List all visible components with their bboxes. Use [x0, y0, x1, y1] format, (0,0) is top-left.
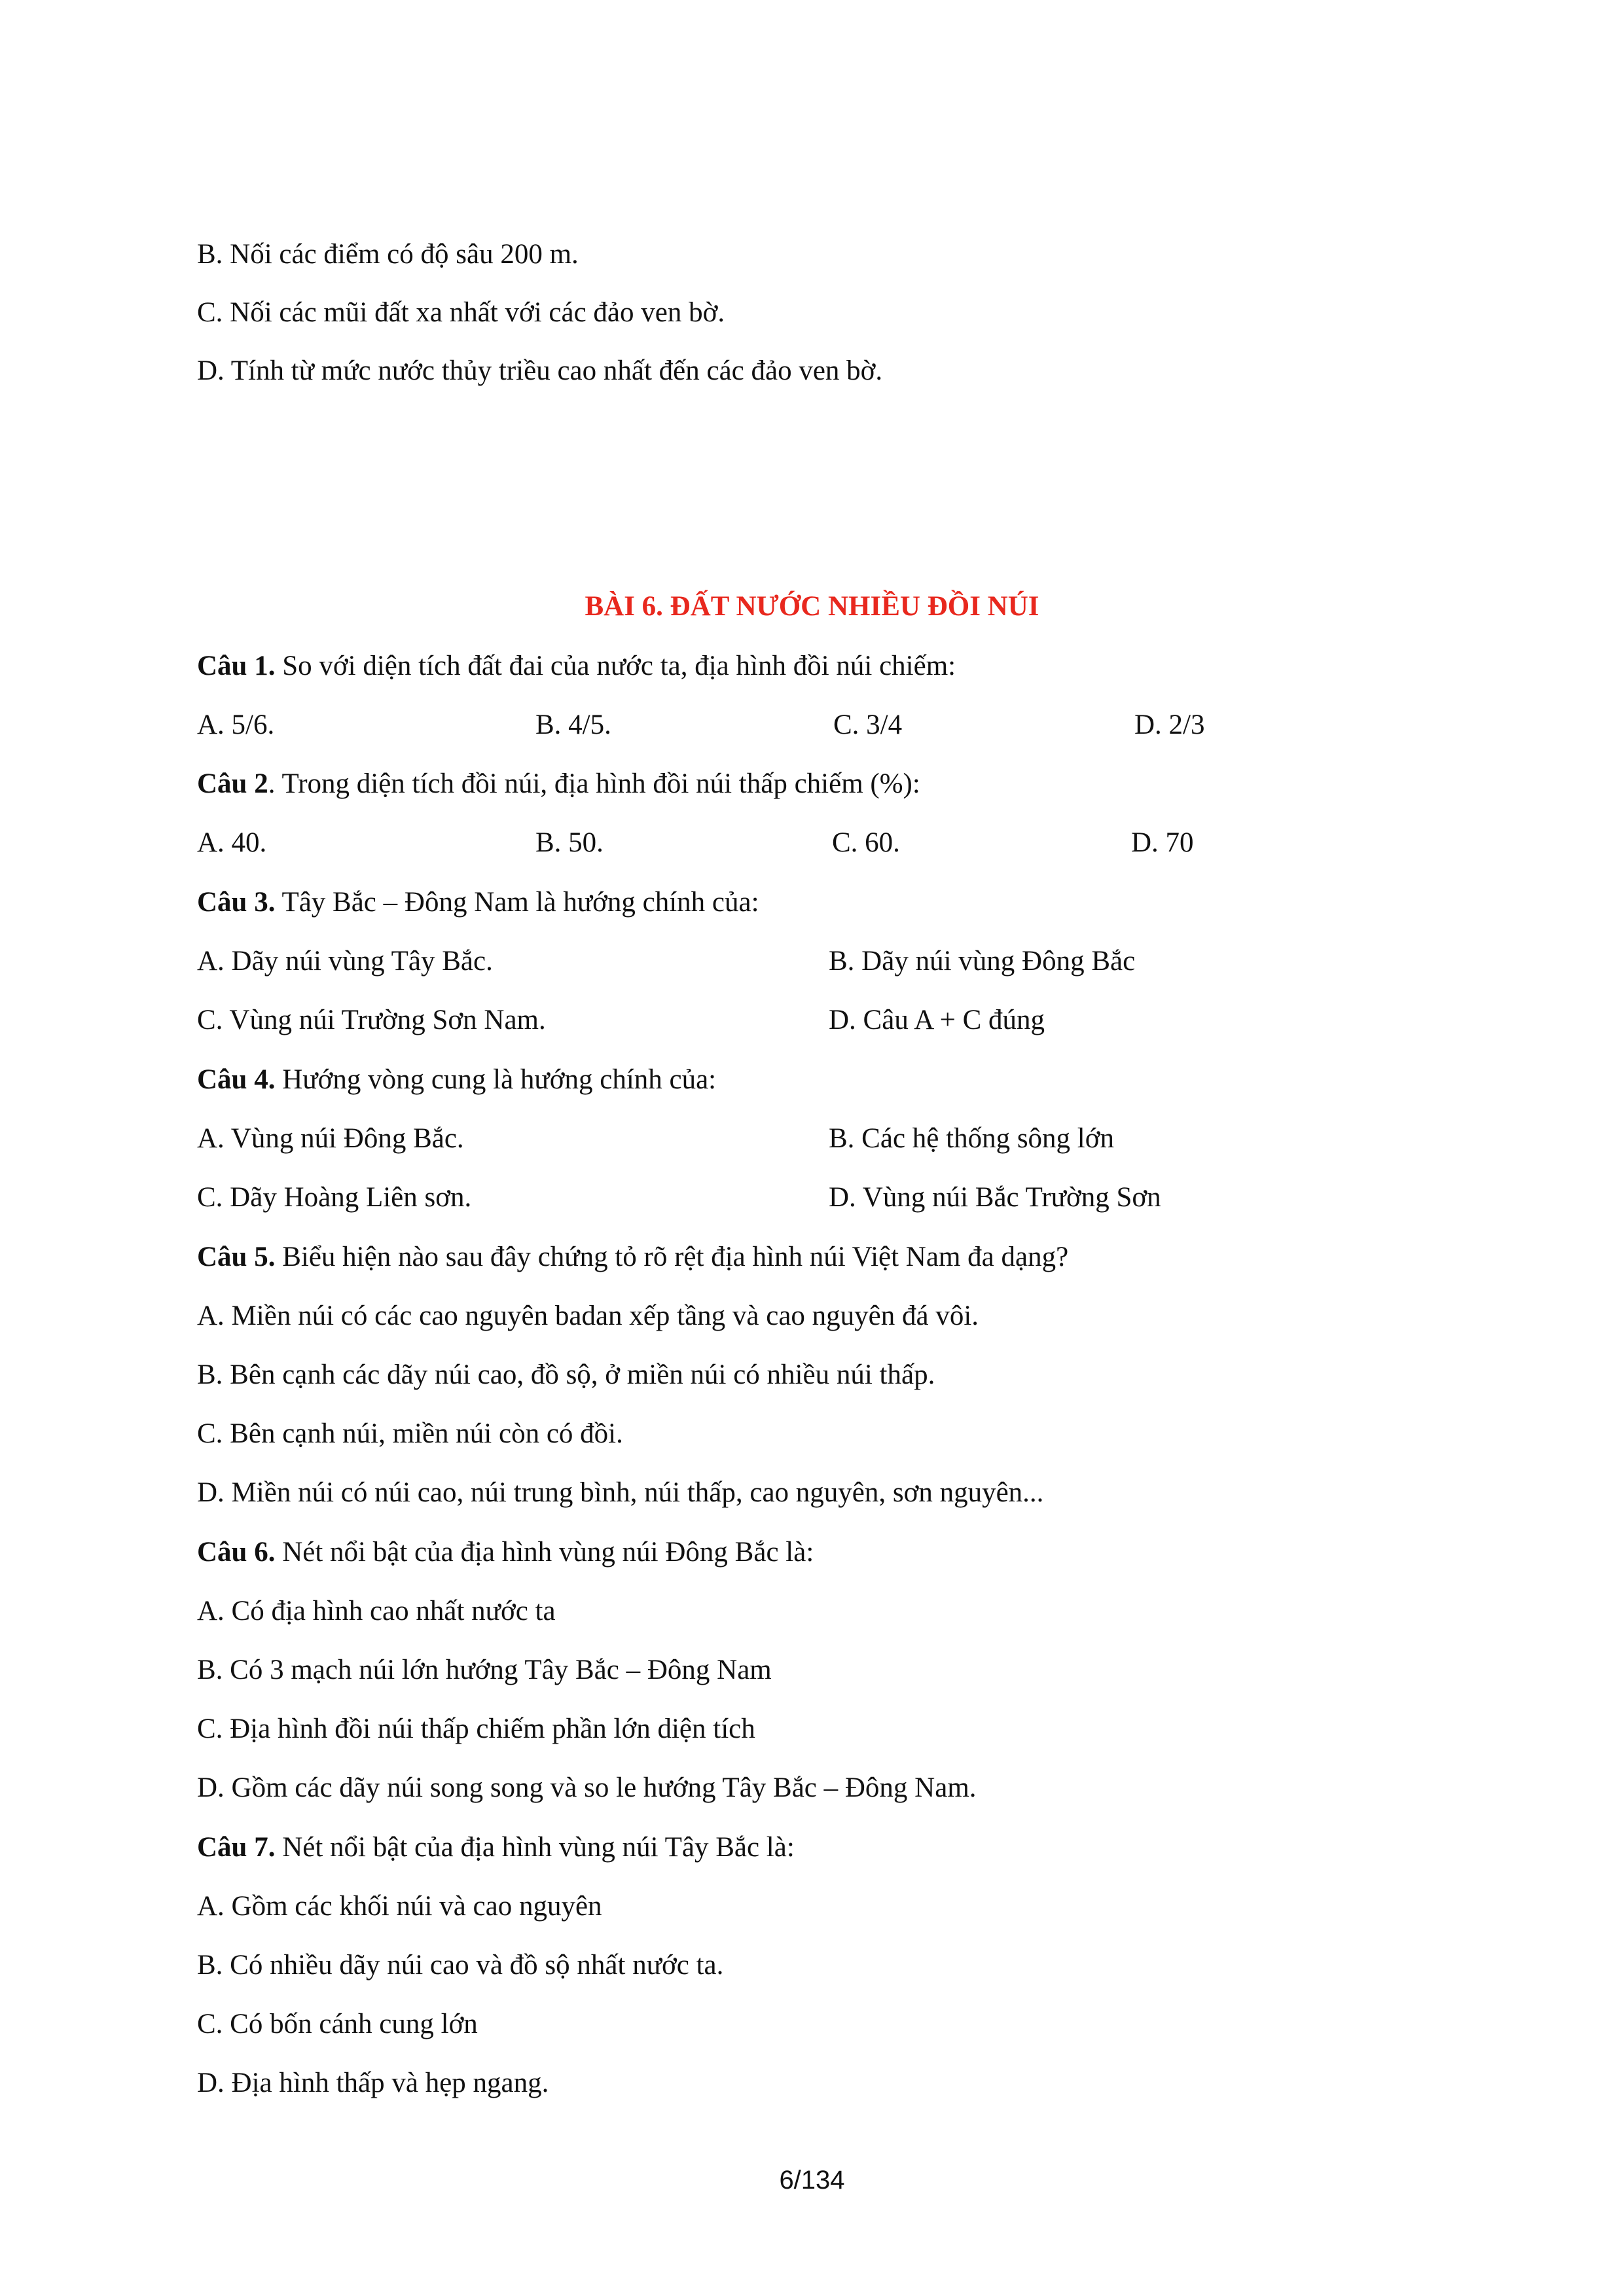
option-text: A. 40.: [197, 827, 267, 858]
option-text: C. 60.: [832, 827, 900, 858]
question-1: [197, 652, 956, 680]
option-text: C. 3/4: [833, 709, 903, 740]
question-text: Nét nổi bật của địa hình vùng núi Đông Bắc là:: [275, 1537, 814, 1568]
option-text: D. 2/3: [1134, 709, 1205, 740]
option-text: D. Vùng núi Bắc Trường Sơn: [829, 1182, 1161, 1213]
option-text: A. Dãy núi vùng Tây Bắc.: [197, 946, 493, 977]
question-7: [197, 1833, 795, 1861]
question-3: [197, 888, 759, 916]
question-text: Nét nổi bật của địa hình vùng núi Tây Bắc là:: [275, 1832, 795, 1863]
question-text: Biểu hiện nào sau đây chứng tỏ rõ rệt địa hình núi Việt Nam đa dạng?: [275, 1242, 1069, 1272]
option-text: C. Dãy Hoàng Liên sơn.: [197, 1182, 472, 1213]
option-text: D. Gồm các dãy núi song song và so le hướng Tây Bắc – Đông Nam.: [197, 1772, 977, 1803]
option-text: A. Vùng núi Đông Bắc.: [197, 1123, 464, 1154]
question-text: Hướng vòng cung là hướng chính của:: [275, 1064, 717, 1095]
option-text: C. Địa hình đồi núi thấp chiếm phần lớn diện tích: [197, 1713, 755, 1744]
option-text: B. Có nhiều dãy núi cao và đồ sộ nhất nước ta.: [197, 1950, 724, 1981]
lesson-title: BÀI 6. ĐẤT NƯỚC NHIỀU ĐỒI NÚI: [585, 591, 1039, 622]
question-text: . Trong diện tích đồi núi, địa hình đồi núi thấp chiếm (%):: [268, 768, 920, 799]
option-text: C. Bên cạnh núi, miền núi còn có đồi.: [197, 1418, 623, 1449]
question-number: Câu 3.: [197, 887, 276, 918]
question-number: Câu 7.: [197, 1832, 276, 1863]
option-text: B. Bên cạnh các dãy núi cao, đồ sộ, ở miền núi có nhiều núi thấp.: [197, 1359, 935, 1390]
page-number: 6/134: [779, 2166, 845, 2195]
option-text: C. Vùng núi Trường Sơn Nam.: [197, 1005, 546, 1035]
option-text: D. 70: [1131, 827, 1194, 858]
option-text: D. Câu A + C đúng: [829, 1005, 1045, 1035]
question-2: [197, 770, 920, 798]
option-text: B. Dãy núi vùng Đông Bắc: [829, 946, 1136, 977]
option-text: A. Có địa hình cao nhất nước ta: [197, 1596, 556, 1626]
question-number: Câu 5.: [197, 1242, 276, 1272]
option-text: D. Miền núi có núi cao, núi trung bình, núi thấp, cao nguyên, sơn nguyên...: [197, 1477, 1044, 1508]
option-text: A. Gồm các khối núi và cao nguyên: [197, 1891, 602, 1922]
option-text: B. 4/5.: [535, 709, 611, 740]
question-6: [197, 1538, 814, 1566]
question-5: [197, 1243, 1068, 1271]
question-text: So với diện tích đất đai của nước ta, địa hình đồi núi chiếm:: [275, 651, 956, 681]
option-text: D. Tính từ mức nước thủy triều cao nhất đến các đảo ven bờ.: [197, 355, 883, 386]
option-text: C. Có bốn cánh cung lớn: [197, 2009, 478, 2039]
question-number: Câu 2: [197, 768, 268, 799]
question-text: Tây Bắc – Đông Nam là hướng chính của:: [275, 887, 759, 918]
option-text: B. Các hệ thống sông lớn: [829, 1123, 1114, 1154]
option-text: B. Có 3 mạch núi lớn hướng Tây Bắc – Đông Nam: [197, 1655, 772, 1685]
question-number: Câu 4.: [197, 1064, 276, 1095]
option-text: A. 5/6.: [197, 709, 275, 740]
option-text: B. 50.: [535, 827, 604, 858]
option-text: C. Nối các mũi đất xa nhất với các đảo ven bờ.: [197, 297, 725, 328]
question-number: Câu 1.: [197, 651, 276, 681]
option-text: D. Địa hình thấp và hẹp ngang.: [197, 2068, 549, 2098]
option-text: B. Nối các điểm có độ sâu 200 m.: [197, 239, 579, 270]
question-number: Câu 6.: [197, 1537, 276, 1568]
option-text: A. Miền núi có các cao nguyên badan xếp tầng và cao nguyên đá vôi.: [197, 1300, 979, 1331]
question-4: [197, 1066, 716, 1094]
